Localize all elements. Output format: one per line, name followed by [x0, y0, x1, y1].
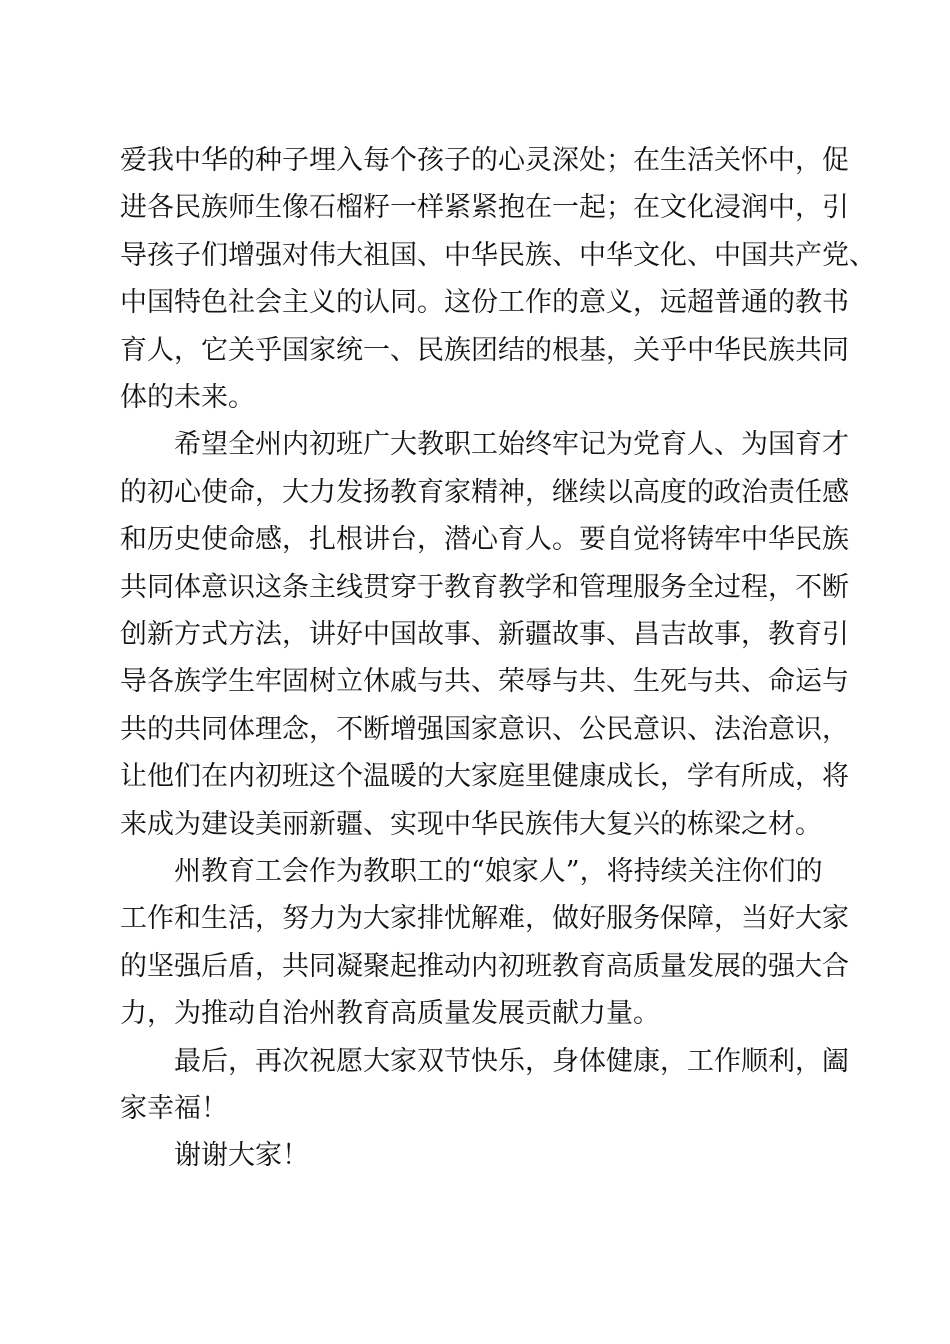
paragraph-first-line: 州教育工会作为教职工的“娘家人”，将持续关注你们的 [174, 856, 823, 887]
text-line: 共同体意识这条主线贯穿于教育教学和管理服务全过程，不断 [120, 572, 849, 603]
text-line: 导各族学生牢固树立休戚与共、荣辱与共、生死与共、命运与 [120, 666, 849, 697]
text-line: 让他们在内初班这个温暖的大家庭里健康成长，学有所成，将 [120, 761, 849, 792]
text-line: 的初心使命，大力发扬教育家精神，继续以高度的政治责任感 [120, 477, 849, 508]
text-line: 共的共同体理念，不断增强国家意识、公民意识、法治意识， [120, 714, 849, 745]
text-line: 工作和生活，努力为大家排忧解难，做好服务保障，当好大家 [120, 903, 849, 934]
text-line: 中国特色社会主义的认同。这份工作的意义，远超普通的教书 [120, 287, 849, 318]
text-line: 导孩子们增强对伟大祖国、中华民族、中华文化、中国共产党、 [120, 240, 876, 271]
text-line: 来成为建设美丽新疆、实现中华民族伟大复兴的栋梁之材。 [120, 809, 822, 840]
text-line: 力，为推动自治州教育高质量发展贡献力量。 [120, 998, 660, 1029]
paragraph-first-line: 希望全州内初班广大教职工始终牢记为党育人、为国育才 [174, 429, 849, 460]
text-line: 进各民族师生像石榴籽一样紧紧抱在一起；在文化浸润中，引 [120, 192, 849, 223]
text-line: 家幸福！ [120, 1093, 228, 1124]
text-line: 体的未来。 [120, 382, 255, 413]
text-line: 和历史使命感，扎根讲台，潜心育人。要自觉将铸牢中华民族 [120, 524, 849, 555]
paragraph-first-line: 最后，再次祝愿大家双节快乐，身体健康，工作顺利，阖 [174, 1046, 849, 1077]
closing-line: 谢谢大家！ [174, 1140, 309, 1171]
text-line: 爱我中华的种子埋入每个孩子的心灵深处；在生活关怀中，促 [120, 145, 849, 176]
text-line: 创新方式方法，讲好中国故事、新疆故事、昌吉故事，教育引 [120, 619, 849, 650]
text-line: 育人，它关乎国家统一、民族团结的根基，关乎中华民族共同 [120, 335, 849, 366]
text-line: 的坚强后盾，共同凝聚起推动内初班教育高质量发展的强大合 [120, 951, 849, 982]
